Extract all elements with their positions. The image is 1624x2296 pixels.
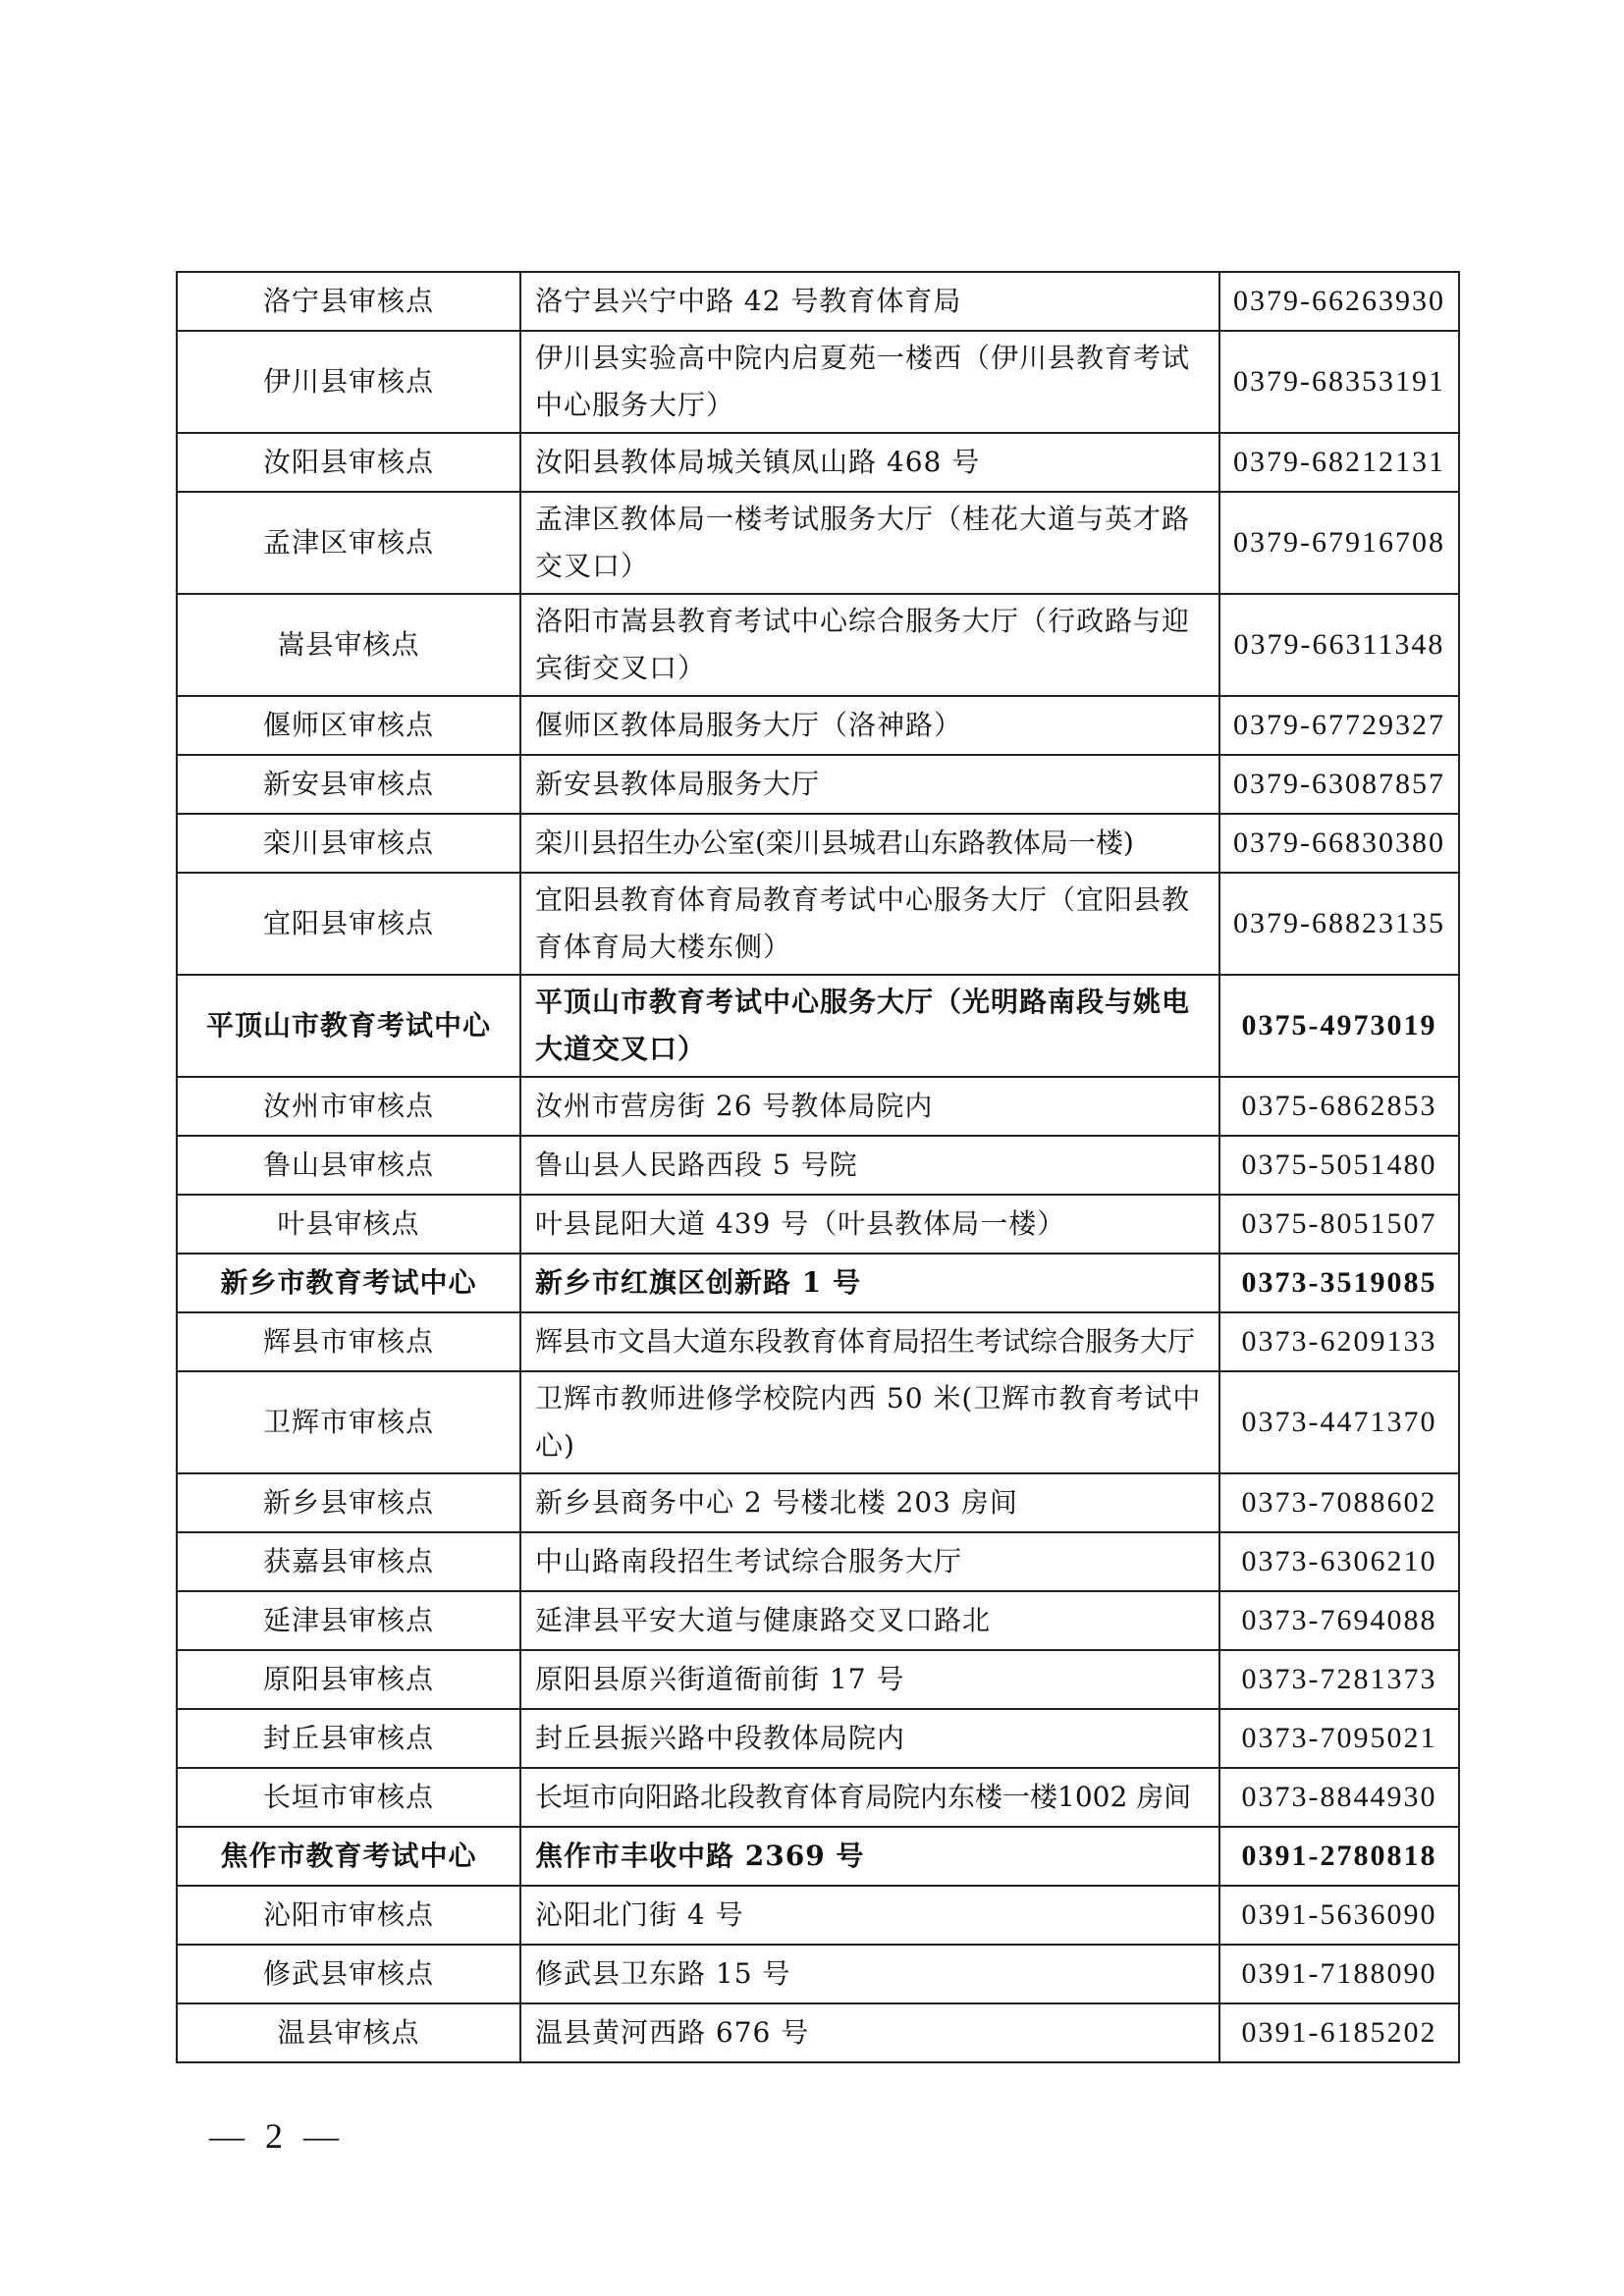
review-point-name: 栾川县审核点 [177,814,520,873]
review-point-phone: 0373-6306210 [1219,1532,1459,1591]
review-point-name: 原阳县审核点 [177,1650,520,1709]
review-point-name: 嵩县审核点 [177,594,520,696]
review-point-name: 汝阳县审核点 [177,433,520,492]
table-row [177,433,1459,492]
review-point-phone: 0379-67916708 [1219,492,1459,594]
review-point-address: 汝阳县教体局城关镇凤山路 468 号 [520,433,1219,492]
review-point-address: 洛宁县兴宁中路 42 号教育体育局 [520,272,1219,331]
review-point-phone: 0373-6209133 [1219,1312,1459,1371]
review-point-name: 延津县审核点 [177,1591,520,1650]
review-point-address: 汝州市营房街 26 号教体局院内 [520,1077,1219,1136]
review-point-phone: 0391-7188090 [1219,1945,1459,2003]
table-row [177,272,1459,331]
review-point-name: 沁阳市审核点 [177,1886,520,1945]
review-point-name: 洛宁县审核点 [177,272,520,331]
exam-center-phone: 0391-2780818 [1219,1827,1459,1886]
table-row [177,1591,1459,1650]
review-point-phone: 0375-8051507 [1219,1195,1459,1254]
review-point-address: 栾川县招生办公室(栾川县城君山东路教体局一楼) [520,814,1219,873]
table-row-exam-center [177,1827,1459,1886]
review-point-phone: 0373-7095021 [1219,1709,1459,1768]
review-point-address: 延津县平安大道与健康路交叉口路北 [520,1591,1219,1650]
table-row [177,873,1459,975]
table-row [177,1768,1459,1827]
review-point-name: 新安县审核点 [177,755,520,814]
review-point-phone: 0373-8844930 [1219,1768,1459,1827]
review-point-phone: 0379-67729327 [1219,696,1459,755]
review-point-name: 长垣市审核点 [177,1768,520,1827]
review-point-name: 叶县审核点 [177,1195,520,1254]
review-point-address: 中山路南段招生考试综合服务大厅 [520,1532,1219,1591]
table-row [177,1312,1459,1371]
exam-center-name: 焦作市教育考试中心 [177,1827,520,1886]
review-point-phone: 0373-7281373 [1219,1650,1459,1709]
table-body [177,272,1459,2062]
review-point-name: 获嘉县审核点 [177,1532,520,1591]
review-point-address: 叶县昆阳大道 439 号（叶县教体局一楼） [520,1195,1219,1254]
table-row [177,1077,1459,1136]
review-point-phone: 0375-5051480 [1219,1136,1459,1195]
exam-center-name: 平顶山市教育考试中心 [177,975,520,1077]
exam-center-phone: 0373-3519085 [1219,1254,1459,1312]
review-point-address: 偃师区教体局服务大厅（洛神路） [520,696,1219,755]
review-point-name: 孟津区审核点 [177,492,520,594]
review-point-address: 温县黄河西路 676 号 [520,2003,1219,2062]
table-row [177,1473,1459,1532]
review-point-address: 新乡县商务中心 2 号楼北楼 203 房间 [520,1473,1219,1532]
page-number: — 2 — [209,2116,345,2156]
review-point-phone: 0391-6185202 [1219,2003,1459,2062]
review-point-name: 修武县审核点 [177,1945,520,2003]
table-row [177,2003,1459,2062]
review-point-address: 沁阳北门街 4 号 [520,1886,1219,1945]
review-point-phone: 0379-68823135 [1219,873,1459,975]
review-point-phone: 0379-66830380 [1219,814,1459,873]
exam-center-phone: 0375-4973019 [1219,975,1459,1077]
review-point-address: 封丘县振兴路中段教体局院内 [520,1709,1219,1768]
table-row [177,492,1459,594]
review-point-phone: 0379-68212131 [1219,433,1459,492]
review-point-address: 宜阳县教育体育局教育考试中心服务大厅（宜阳县教育体育局大楼东侧） [520,873,1219,975]
review-point-phone: 0379-66311348 [1219,594,1459,696]
review-point-name: 封丘县审核点 [177,1709,520,1768]
table-row [177,1532,1459,1591]
review-point-name: 辉县市审核点 [177,1312,520,1371]
review-point-name: 伊川县审核点 [177,331,520,433]
exam-center-address: 平顶山市教育考试中心服务大厅（光明路南段与姚电大道交叉口） [520,975,1219,1077]
review-point-address: 辉县市文昌大道东段教育体育局招生考试综合服务大厅 [520,1312,1219,1371]
review-point-address: 卫辉市教师进修学校院内西 50 米(卫辉市教育考试中心) [520,1371,1219,1473]
review-point-name: 鲁山县审核点 [177,1136,520,1195]
table-row-exam-center [177,1254,1459,1312]
review-points-table [176,271,1460,2063]
table-row [177,1371,1459,1473]
table-row [177,696,1459,755]
review-point-name: 温县审核点 [177,2003,520,2062]
review-point-name: 偃师区审核点 [177,696,520,755]
exam-center-address: 新乡市红旗区创新路 1 号 [520,1254,1219,1312]
table-row [177,1945,1459,2003]
review-point-name: 宜阳县审核点 [177,873,520,975]
table-row [177,1195,1459,1254]
review-point-name: 卫辉市审核点 [177,1371,520,1473]
table-row [177,331,1459,433]
review-point-phone: 0373-7694088 [1219,1591,1459,1650]
review-point-phone: 0373-4471370 [1219,1371,1459,1473]
review-point-phone: 0379-63087857 [1219,755,1459,814]
review-point-phone: 0373-7088602 [1219,1473,1459,1532]
review-point-name: 新乡县审核点 [177,1473,520,1532]
table-row [177,814,1459,873]
review-point-address: 孟津区教体局一楼考试服务大厅（桂花大道与英才路交叉口） [520,492,1219,594]
review-point-phone: 0379-68353191 [1219,331,1459,433]
table-row-exam-center [177,975,1459,1077]
review-point-phone: 0379-66263930 [1219,272,1459,331]
review-point-address: 新安县教体局服务大厅 [520,755,1219,814]
table-row [177,1136,1459,1195]
review-point-phone: 0391-5636090 [1219,1886,1459,1945]
exam-center-name: 新乡市教育考试中心 [177,1254,520,1312]
table-row [177,1709,1459,1768]
review-point-address: 原阳县原兴街道衙前街 17 号 [520,1650,1219,1709]
review-point-address: 修武县卫东路 15 号 [520,1945,1219,2003]
review-point-phone: 0375-6862853 [1219,1077,1459,1136]
review-point-address: 鲁山县人民路西段 5 号院 [520,1136,1219,1195]
exam-center-address: 焦作市丰收中路 2369 号 [520,1827,1219,1886]
review-point-name: 汝州市审核点 [177,1077,520,1136]
review-point-address: 长垣市向阳路北段教育体育局院内东楼一楼1002 房间 [520,1768,1219,1827]
table-row [177,755,1459,814]
review-point-address: 伊川县实验高中院内启夏苑一楼西（伊川县教育考试中心服务大厅） [520,331,1219,433]
table-row [177,594,1459,696]
review-point-address: 洛阳市嵩县教育考试中心综合服务大厅（行政路与迎宾街交叉口） [520,594,1219,696]
table-row [177,1650,1459,1709]
table-row [177,1886,1459,1945]
